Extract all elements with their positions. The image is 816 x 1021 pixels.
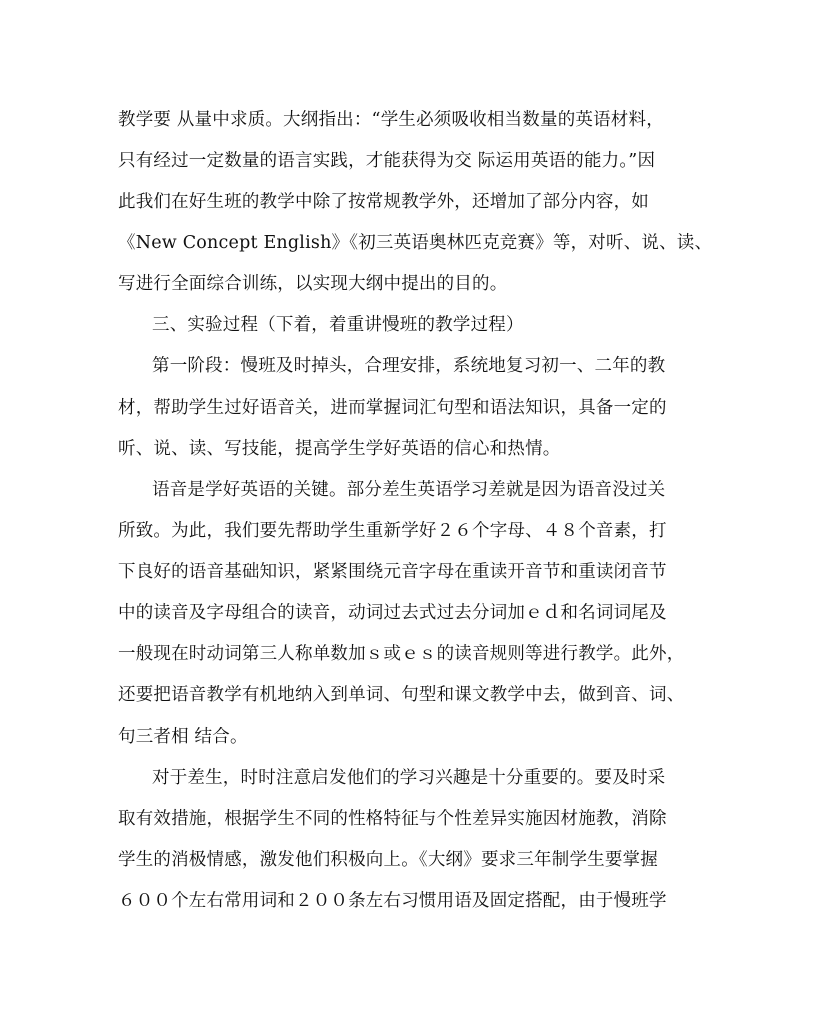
text-line: 语音是学好英语的关键。部分差生英语学习差就是因为语音没过关 bbox=[152, 480, 666, 500]
section-heading: 三、实验过程（下着，着重讲慢班的教学过程） bbox=[152, 315, 524, 335]
text-line: 听、说、读、写技能，提高学生学好英语的信心和热情。 bbox=[118, 439, 561, 459]
text-line: 《New Concept English》《初三英语奥林匹克竞赛》等，对听、说、读、 bbox=[118, 233, 713, 253]
text-line: 材，帮助学生过好语音关，进而掌握词汇句型和语法知识，具备一定的 bbox=[118, 398, 667, 418]
text-line: 写进行全面综合训练，以实现大纲中提出的目的。 bbox=[118, 274, 508, 294]
text-line: 第一阶段：慢班及时掉头，合理安排，系统地复习初一、二年的教 bbox=[152, 356, 666, 376]
text-line: 还要把语音教学有机地纳入到单词、句型和课文教学中去，做到音、词、 bbox=[118, 685, 685, 705]
text-line: 下良好的语音基础知识，紧紧围绕元音字母在重读开音节和重读闭音节 bbox=[118, 562, 667, 582]
text-line: 中的读音及字母组合的读音，动词过去式过去分词加ｅｄ和名词词尾及 bbox=[118, 603, 667, 623]
text-line: 对于差生，时时注意启发他们的学习兴趣是十分重要的。要及时采 bbox=[152, 768, 666, 788]
text-line: 教学要 从量中求质。大纲指出：“学生必须吸收相当数量的英语材料， bbox=[118, 110, 664, 130]
text-line: 只有经过一定数量的语言实践，才能获得为交 际运用英语的能力。”因 bbox=[118, 151, 656, 171]
text-line: 一般现在时动词第三人称单数加ｓ或ｅｓ的读音规则等进行教学。此外， bbox=[118, 644, 685, 664]
text-line: ６００个左右常用词和２００条左右习惯用语及固定搭配，由于慢班学 bbox=[118, 891, 667, 911]
text-line: 所致。为此，我们要先帮助学生重新学好２６个字母、４８个音素，打 bbox=[118, 521, 667, 541]
text-line: 学生的消极情感，激发他们积极向上。《大纲》要求三年制学生要掌握 bbox=[118, 850, 658, 870]
text-line: 句三者相 结合。 bbox=[118, 727, 248, 747]
text-line: 此我们在好生班的教学中除了按常规教学外，还增加了部分内容，如 bbox=[118, 192, 649, 212]
text-line: 取有效措施，根据学生不同的性格特征与个性差异实施因材施教，消除 bbox=[118, 809, 667, 829]
